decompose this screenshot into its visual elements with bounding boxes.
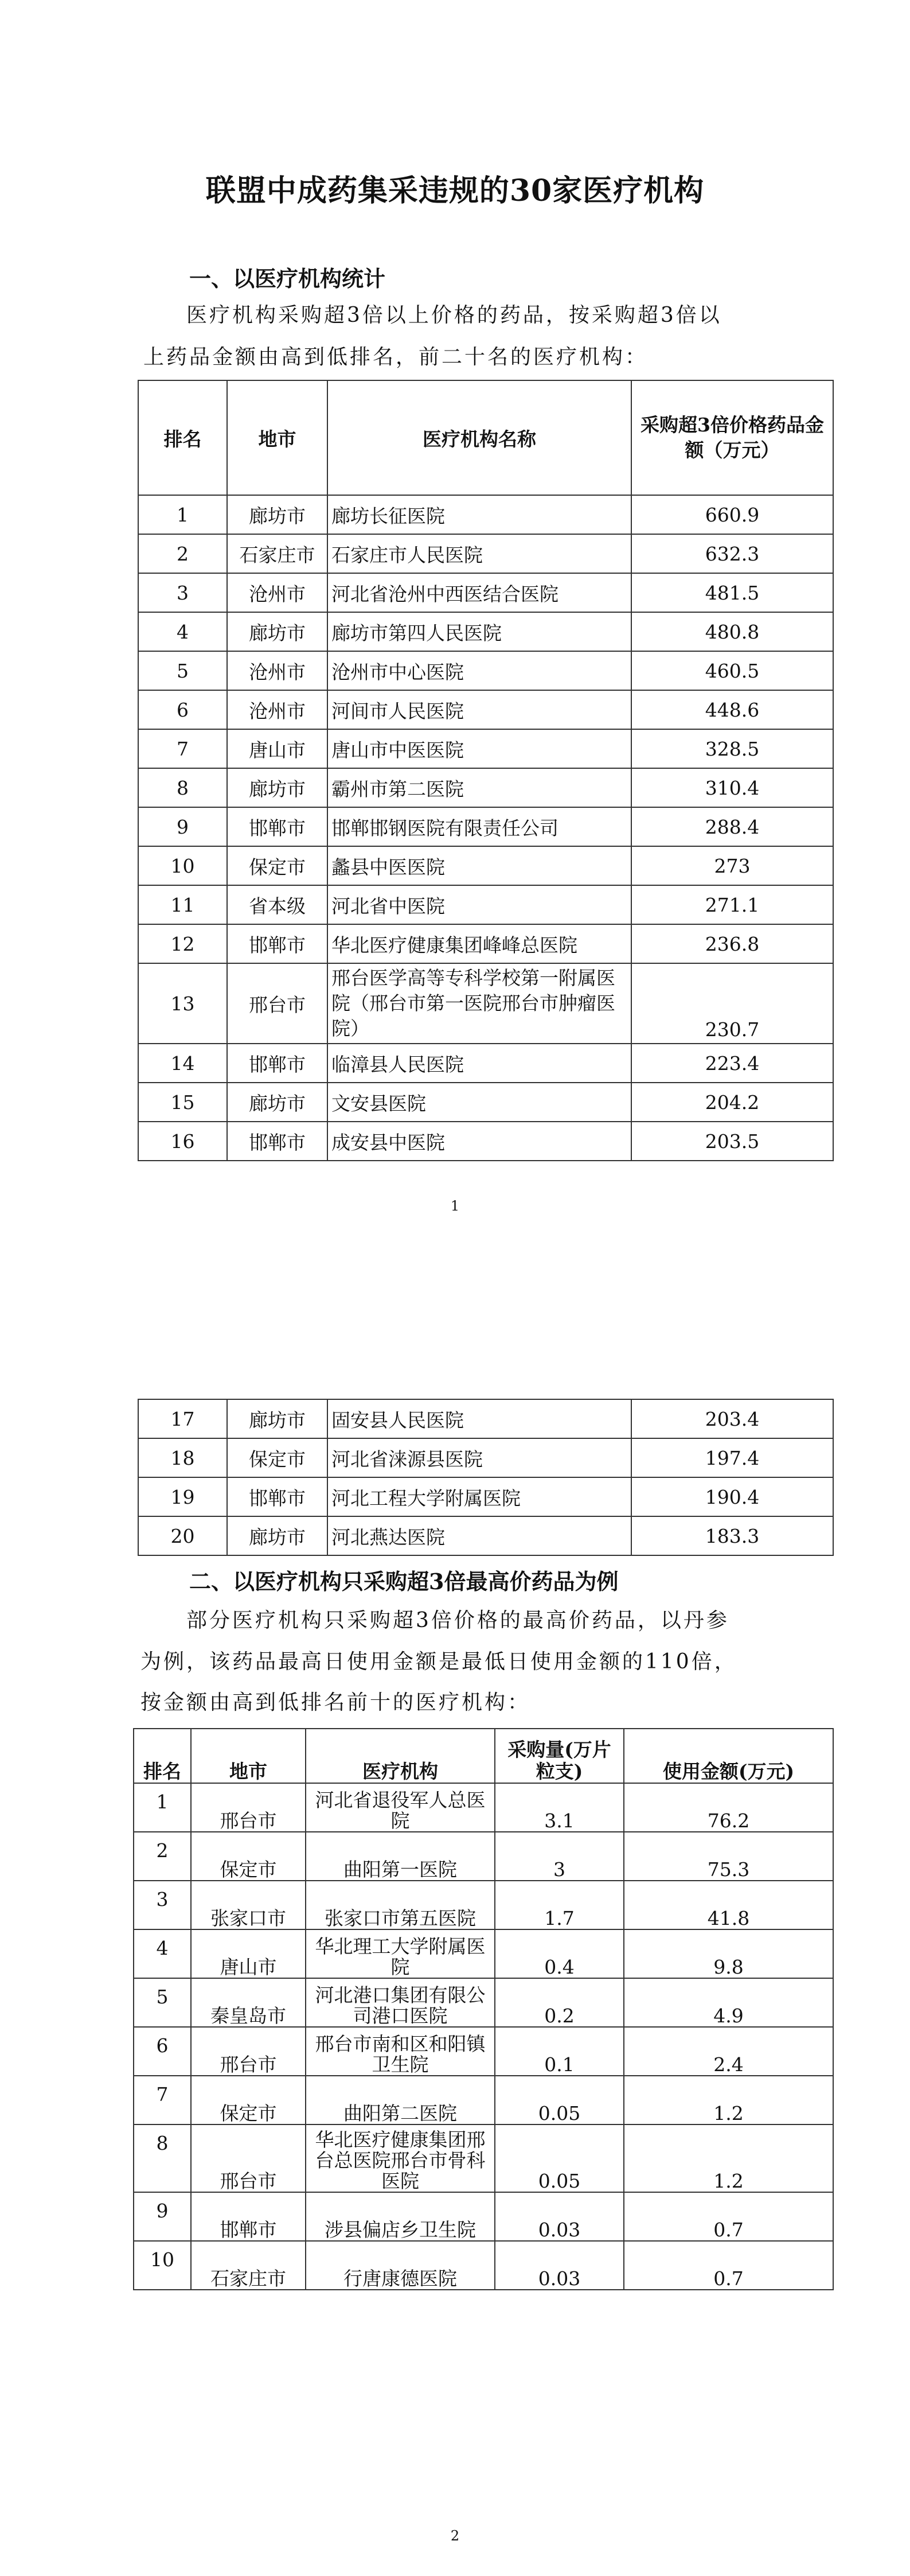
institution-name-cell: 廊坊市第四人民医院 (327, 612, 631, 651)
rank-cell: 13 (138, 963, 227, 1044)
table-row (138, 534, 833, 573)
rank-cell: 9 (134, 2192, 191, 2241)
city-cell: 邢台市 (191, 2124, 306, 2192)
table-row (134, 1832, 833, 1881)
institution-name-cell: 廊坊长征医院 (327, 495, 631, 534)
table-row (134, 2241, 833, 2290)
institution-name-cell: 沧州市中心医院 (327, 651, 631, 690)
city-cell: 沧州市 (227, 651, 327, 690)
city-cell: 邯郸市 (227, 1122, 327, 1161)
page-number-2: 2 (450, 2528, 460, 2544)
rank-cell: 19 (138, 1477, 227, 1516)
purchase-quantity-cell: 0.05 (495, 2076, 624, 2124)
amount-cell: 190.4 (631, 1477, 833, 1516)
rank-cell: 1 (134, 1783, 191, 1832)
institution-name-cell: 蠡县中医医院 (327, 846, 631, 885)
usage-amount-cell: 2.4 (624, 2027, 833, 2076)
city-cell: 邢台市 (227, 963, 327, 1044)
table-row (138, 846, 833, 885)
table-row (138, 1044, 833, 1083)
section2-paragraph-line1: 部分医疗机构只采购超3倍价格的最高价药品，以丹参 (186, 1609, 729, 1632)
institution-name-cell: 河间市人民医院 (327, 690, 631, 729)
amount-cell: 230.7 (631, 963, 833, 1044)
table-row (138, 651, 833, 690)
rank-cell: 7 (134, 2076, 191, 2124)
table-row (138, 573, 833, 612)
amount-cell: 203.4 (631, 1399, 833, 1438)
city-cell: 张家口市 (191, 1881, 306, 1929)
table-row (134, 2027, 833, 2076)
purchase-quantity-cell: 0.03 (495, 2192, 624, 2241)
table-row (138, 612, 833, 651)
institution-name-cell: 邯郸邯钢医院有限责任公司 (327, 807, 631, 846)
institution-name-cell: 河北燕达医院 (327, 1516, 631, 1555)
rank-cell: 17 (138, 1399, 227, 1438)
institution-name-cell: 成安县中医院 (327, 1122, 631, 1161)
rank-cell: 10 (134, 2241, 191, 2290)
purchase-quantity-cell: 0.03 (495, 2241, 624, 2290)
city-cell: 廊坊市 (227, 1399, 327, 1438)
rank-cell: 15 (138, 1083, 227, 1122)
table-row (134, 1929, 833, 1978)
amount-cell: 448.6 (631, 690, 833, 729)
institution-name-cell: 文安县医院 (327, 1083, 631, 1122)
purchase-quantity-cell: 0.1 (495, 2027, 624, 2076)
city-cell: 廊坊市 (227, 495, 327, 534)
usage-amount-cell: 0.7 (624, 2241, 833, 2290)
table-row (138, 924, 833, 963)
purchase-quantity-cell: 0.4 (495, 1929, 624, 1978)
usage-amount-cell: 75.3 (624, 1832, 833, 1881)
institution-cell: 张家口市第五医院 (306, 1881, 495, 1929)
usage-amount-cell: 4.9 (624, 1978, 833, 2027)
table-row (138, 1399, 833, 1438)
rank-cell: 5 (138, 651, 227, 690)
table-row (138, 1516, 833, 1555)
rank-cell: 18 (138, 1438, 227, 1477)
rank-cell: 20 (138, 1516, 227, 1555)
amount-cell: 236.8 (631, 924, 833, 963)
city-cell: 石家庄市 (191, 2241, 306, 2290)
institution-name-cell: 邢台医学高等专科学校第一附属医院（邢台市第一医院邢台市肿瘤医院） (327, 963, 631, 1044)
table-row (134, 2076, 833, 2124)
city-cell: 保定市 (191, 2076, 306, 2124)
institution-cell: 华北理工大学附属医院 (306, 1929, 495, 1978)
rank-cell: 10 (138, 846, 227, 885)
amount-cell: 197.4 (631, 1438, 833, 1477)
institution-name-cell: 唐山市中医医院 (327, 729, 631, 768)
city-cell: 唐山市 (227, 729, 327, 768)
rank-cell: 12 (138, 924, 227, 963)
table2-header-row (134, 1729, 833, 1783)
table-row (138, 768, 833, 807)
city-cell: 廊坊市 (227, 768, 327, 807)
table-header-row (138, 380, 833, 495)
institution-name-cell: 河北省沧州中西医结合医院 (327, 573, 631, 612)
rank-cell: 14 (138, 1044, 227, 1083)
amount-cell: 660.9 (631, 495, 833, 534)
city-cell: 邢台市 (191, 2027, 306, 2076)
institution-name-cell: 河北省涞源县医院 (327, 1438, 631, 1477)
city-cell: 沧州市 (227, 573, 327, 612)
document-title: 联盟中成药集采违规的30家医疗机构 (205, 173, 705, 208)
rank-cell: 7 (138, 729, 227, 768)
institution-cell: 河北省退役军人总医院 (306, 1783, 495, 1832)
header-rank: 排名 (138, 380, 227, 495)
table-row (134, 2192, 833, 2241)
table-row (138, 1477, 833, 1516)
usage-amount-cell: 0.7 (624, 2192, 833, 2241)
institution-cell: 华北医疗健康集团邢台总医院邢台市骨科医院 (306, 2124, 495, 2192)
section2-paragraph-line3: 按金额由高到低排名前十的医疗机构： (140, 1691, 531, 1714)
amount-cell: 203.5 (631, 1122, 833, 1161)
highest-price-purchase-table (133, 1728, 834, 2290)
institution-cell: 河北港口集团有限公司港口医院 (306, 1978, 495, 2027)
amount-cell: 273 (631, 846, 833, 885)
purchase-quantity-cell: 3 (495, 1832, 624, 1881)
rank-cell: 3 (134, 1881, 191, 1929)
header-rank: 排名 (134, 1729, 191, 1783)
usage-amount-cell: 1.2 (624, 2076, 833, 2124)
purchase-quantity-cell: 1.7 (495, 1881, 624, 1929)
city-cell: 廊坊市 (227, 1083, 327, 1122)
institution-name-cell: 河北工程大学附属医院 (327, 1477, 631, 1516)
institution-cell: 曲阳第一医院 (306, 1832, 495, 1881)
usage-amount-cell: 41.8 (624, 1881, 833, 1929)
purchase-quantity-cell: 3.1 (495, 1783, 624, 1832)
city-cell: 邢台市 (191, 1783, 306, 1832)
institution-ranking-table-continued (138, 1399, 834, 1556)
header-institution: 医疗机构 (306, 1729, 495, 1783)
city-cell: 邯郸市 (227, 1044, 327, 1083)
rank-cell: 2 (138, 534, 227, 573)
institution-cell: 行唐康德医院 (306, 2241, 495, 2290)
institution-cell: 曲阳第二医院 (306, 2076, 495, 2124)
amount-cell: 288.4 (631, 807, 833, 846)
institution-name-cell: 华北医疗健康集团峰峰总医院 (327, 924, 631, 963)
header-city: 地市 (227, 380, 327, 495)
institution-cell: 涉县偏店乡卫生院 (306, 2192, 495, 2241)
city-cell: 石家庄市 (227, 534, 327, 573)
rank-cell: 8 (138, 768, 227, 807)
rank-cell: 9 (138, 807, 227, 846)
amount-cell: 223.4 (631, 1044, 833, 1083)
header-institution-name: 医疗机构名称 (327, 380, 631, 495)
rank-cell: 4 (138, 612, 227, 651)
section2-paragraph-line2: 为例，该药品最高日使用金额是最低日使用金额的110倍， (140, 1650, 737, 1674)
header-city: 地市 (191, 1729, 306, 1783)
amount-cell: 328.5 (631, 729, 833, 768)
table-row (134, 1978, 833, 2027)
amount-cell: 204.2 (631, 1083, 833, 1122)
rank-cell: 16 (138, 1122, 227, 1161)
rank-cell: 8 (134, 2124, 191, 2192)
amount-cell: 480.8 (631, 612, 833, 651)
header-purchase-quantity: 采购量(万片粒支) (495, 1729, 624, 1783)
institution-name-cell: 固安县人民医院 (327, 1399, 631, 1438)
amount-cell: 271.1 (631, 885, 833, 924)
city-cell: 省本级 (227, 885, 327, 924)
section1-paragraph-line1: 医疗机构采购超3倍以上价格的药品，按采购超3倍以 (186, 303, 722, 327)
amount-cell: 632.3 (631, 534, 833, 573)
usage-amount-cell: 76.2 (624, 1783, 833, 1832)
table-row (138, 1083, 833, 1122)
institution-name-cell: 河北省中医院 (327, 885, 631, 924)
rank-cell: 11 (138, 885, 227, 924)
city-cell: 唐山市 (191, 1929, 306, 1978)
city-cell: 保定市 (227, 846, 327, 885)
table-row (138, 729, 833, 768)
city-cell: 邯郸市 (227, 807, 327, 846)
purchase-quantity-cell: 0.05 (495, 2124, 624, 2192)
institution-name-cell: 霸州市第二医院 (327, 768, 631, 807)
city-cell: 廊坊市 (227, 1516, 327, 1555)
table-row (134, 1783, 833, 1832)
header-usage-amount: 使用金额(万元) (624, 1729, 833, 1783)
amount-cell: 310.4 (631, 768, 833, 807)
amount-cell: 460.5 (631, 651, 833, 690)
table-row (138, 807, 833, 846)
rank-cell: 5 (134, 1978, 191, 2027)
header-amount: 采购超3倍价格药品金额（万元） (631, 380, 833, 495)
institution-ranking-table (138, 380, 834, 1161)
section1-paragraph-line2: 上药品金额由高到低排名，前二十名的医疗机构： (143, 345, 649, 369)
table-row (134, 2124, 833, 2192)
city-cell: 邯郸市 (227, 924, 327, 963)
table-row (138, 885, 833, 924)
rank-cell: 6 (134, 2027, 191, 2076)
rank-cell: 2 (134, 1832, 191, 1881)
institution-cell: 邢台市南和区和阳镇卫生院 (306, 2027, 495, 2076)
city-cell: 廊坊市 (227, 612, 327, 651)
rank-cell: 3 (138, 573, 227, 612)
amount-cell: 481.5 (631, 573, 833, 612)
city-cell: 保定市 (227, 1438, 327, 1477)
section1-heading: 一、以医疗机构统计 (189, 266, 386, 291)
institution-name-cell: 临漳县人民医院 (327, 1044, 631, 1083)
city-cell: 邯郸市 (227, 1477, 327, 1516)
amount-cell: 183.3 (631, 1516, 833, 1555)
table-row (138, 1438, 833, 1477)
table-row (134, 1881, 833, 1929)
table-row (138, 963, 833, 1044)
page-number-1: 1 (450, 1198, 460, 1214)
institution-name-cell: 石家庄市人民医院 (327, 534, 631, 573)
city-cell: 保定市 (191, 1832, 306, 1881)
rank-cell: 1 (138, 495, 227, 534)
city-cell: 秦皇岛市 (191, 1978, 306, 2027)
table-row (138, 690, 833, 729)
purchase-quantity-cell: 0.2 (495, 1978, 624, 2027)
section2-heading: 二、以医疗机构只采购超3倍最高价药品为例 (189, 1569, 619, 1594)
table-row (138, 495, 833, 534)
rank-cell: 6 (138, 690, 227, 729)
usage-amount-cell: 1.2 (624, 2124, 833, 2192)
usage-amount-cell: 9.8 (624, 1929, 833, 1978)
rank-cell: 4 (134, 1929, 191, 1978)
table-row (138, 1122, 833, 1161)
city-cell: 沧州市 (227, 690, 327, 729)
city-cell: 邯郸市 (191, 2192, 306, 2241)
